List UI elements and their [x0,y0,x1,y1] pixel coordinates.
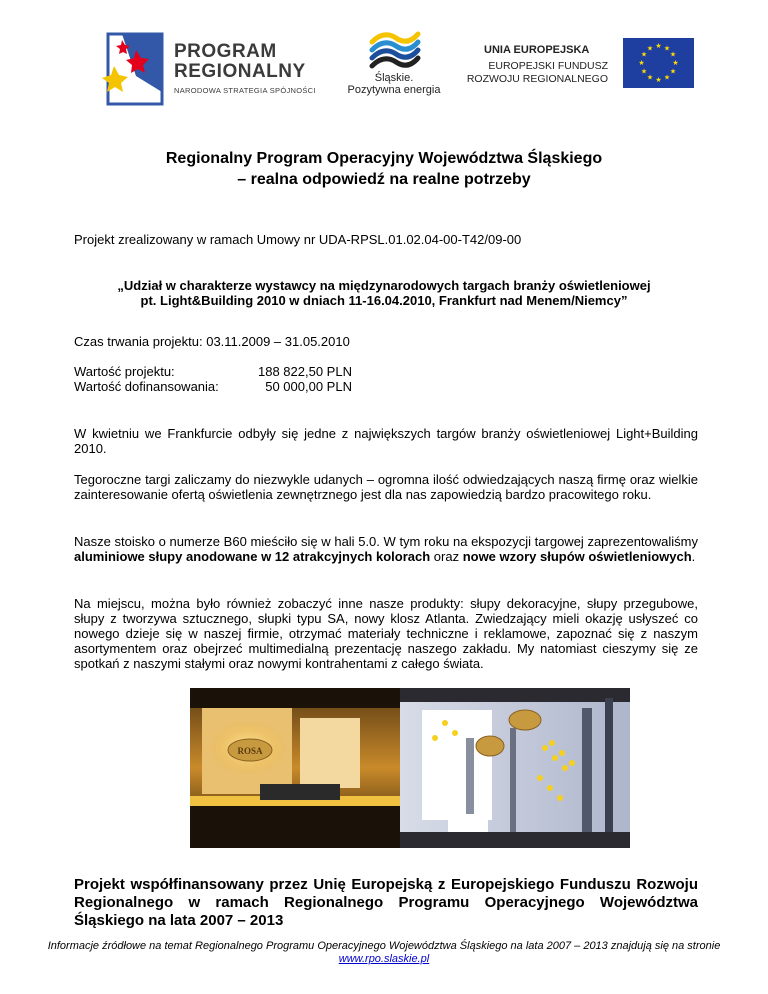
value-amount: 50 000,00 PLN [258,379,352,394]
paragraph-3-text-e: . [691,549,696,564]
unia-europejska-logo [458,38,679,98]
source-note [40,940,728,966]
paragraph-3-bold-b: nowe wzory słupów oświetleniowych [462,549,692,564]
paragraph-2: Tegoroczne targi zaliczamy do niezwykle udanych – ogromna ilość odwiedzających naszą firmę oraz wielkie zainteresowanie ofertą oświetlenia zewnętrznego jest dla nas zapowiedzią bardzo pracowitego roku. [74,472,698,502]
svg-text:★: ★ [663,73,671,82]
ue-text-fund [458,60,608,86]
svg-text:★: ★ [640,67,648,76]
ue-text-1: UNIA EUROPEJSKA [484,44,590,56]
paragraph-3-text-a: Nasze stoisko o numerze B60 mieściło się w hali 5.0. W tym roku na ekspozycji targowej zaprezentowaliśmy [74,534,698,549]
value-row-funding [74,379,352,394]
title-line-2: – realna odpowiedź na realne potrzeby [237,171,531,188]
source-note-text: Informacje źródłowe na temat Regionalnego Programu Operacyjnego Województwa Śląskiego na lata 2007 – 2013 znajdują się na stronie [47,940,721,952]
svg-text:★: ★ [655,42,662,50]
header-logos [0,28,768,108]
paragraph-3-bold-a: aluminiowe słupy anodowane w 12 atrakcyjnych kolorach [74,549,431,564]
rpo-website-link[interactable]: www.rpo.slaskie.pl [338,953,430,965]
logo-text-program: PROGRAM [174,41,277,62]
paragraph-4: Na miejscu, można było również zobaczyć inne nasze produkty: słupy dekoracyjne, słupy przegubowe, słupy z tworzywa sztucznego, słupki typu SA, nowy klosz Atlanta. Zwiedzający mieli okazję usłyszeć co nowego dzieje się w naszej firmie, otrzymać materiały techniczne i reklamowe, zapoznać się z naszym asortymentem oraz obejrzeć multimedialną prezentację naszego zakładu. My natomiast cieszymy się ze spotkań z naszymi stałymi oraz nowymi kontrahentami z całego świata. [74,596,698,671]
duration-text: Czas trwania projektu: 03.11.2009 – 31.05.2010 [74,334,350,349]
cofinancing-statement: Projekt współfinansowany przez Unię Europejską z Europejskiego Funduszu Rozwoju Regionalnego w ramach Regionalnego Programu Operacyjnego Województwa Śląskiego na lata 2007 – 2013 [74,876,698,929]
ue-text-3: ROZWOJU REGIONALNEGO [466,73,608,85]
logo-text-regionalny: REGIONALNY [174,61,306,82]
value-label: Wartość dofinansowania: [74,379,219,394]
program-regionalny-emblem-icon [102,32,168,108]
slaskie-text: Śląskie. [374,72,414,84]
paragraph-3-text-c: oraz [430,549,463,564]
svg-text:★: ★ [669,50,677,59]
project-name [0,278,768,308]
value-amount: 188 822,50 PLN [258,364,352,379]
svg-text:★: ★ [672,59,679,67]
eu-flag-icon [623,38,694,88]
svg-text:★: ★ [646,73,654,82]
logo-text-nss: NARODOWA STRATEGIA SPÓJNOŚCI [174,86,316,95]
umowa-text: Projekt zrealizowany w ramach Umowy nr UDA-RPSL.01.02.04-00-T42/09-00 [74,232,522,247]
document-title [0,148,768,190]
svg-text:★: ★ [640,50,648,59]
project-name-line-2: pt. Light&Building 2010 w dniach 11-16.04.2010, Frankfurt nad Menem/Niemcy” [140,293,628,308]
svg-text:★: ★ [669,67,677,76]
value-label: Wartość projektu: [74,364,175,379]
slaskie-waves-icon [366,28,422,72]
svg-text:★: ★ [663,44,671,53]
slaskie-logo [344,28,444,108]
exhibition-stand-photo [190,688,630,848]
paragraph-3 [74,534,698,564]
program-regionalny-logo [102,32,352,108]
value-row-project [74,364,352,379]
pozytywna-energia-text: Pozytywna energia [347,84,441,96]
project-name-line-1: „Udział w charakterze wystawcy na międzynarodowych targach branży oświetleniowej [117,278,651,293]
svg-text:★: ★ [655,76,662,84]
title-line-1: Regionalny Program Operacyjny Województwa Śląskiego [165,150,603,167]
paragraph-1: W kwietniu we Frankfurcie odbyły się jedne z największych targów branży oświetleniowej Light+Building 2010. [74,426,698,456]
ue-text-2: EUROPEJSKI FUNDUSZ [488,60,608,72]
photo-brand-label: ROSA [237,746,263,756]
svg-text:★: ★ [646,44,654,53]
svg-text:★: ★ [638,59,645,67]
